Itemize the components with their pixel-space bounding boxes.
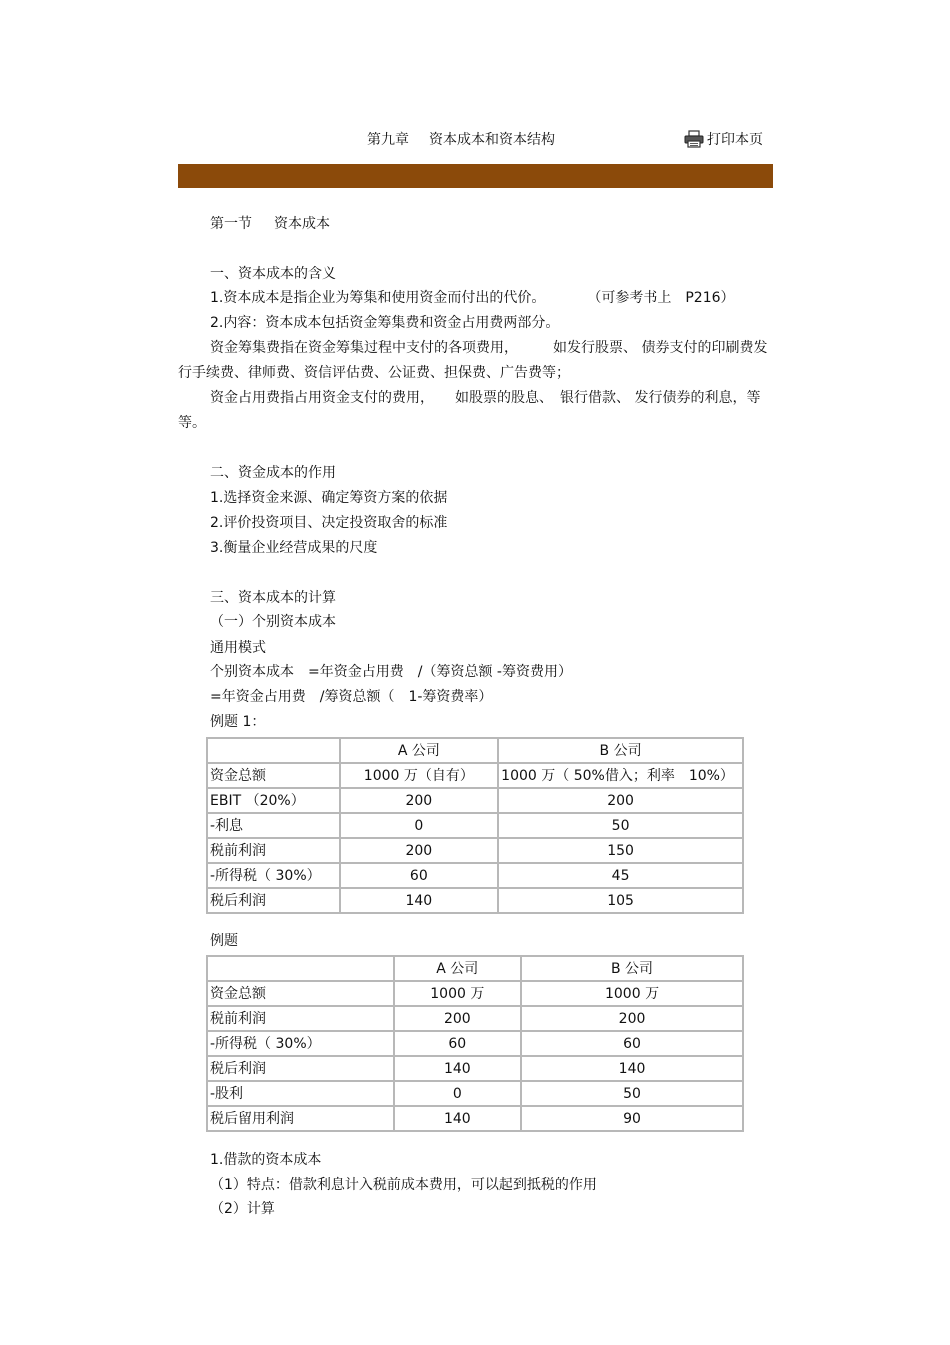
printer-icon [684,130,704,148]
example1-label: 例题 1： [210,714,266,730]
loan-feature: （1）特点：借款利息计入税前成本费用，可以起到抵税的作用 [210,1177,597,1193]
table-cell: 1000 万（ 50%借入；利率 10%） [498,763,743,788]
table-header-row [207,956,743,981]
table-cell: 0 [394,1081,522,1106]
table-cell: -所得税（ 30%） [207,1031,394,1056]
table-cell: -利息 [207,813,340,838]
part1-item1: 1.资本成本是指企业为筹集和使用资金而付出的代价。 （可参考书上 P216） [210,290,735,306]
table-cell: 45 [498,863,743,888]
print-label: 打印本页 [707,132,763,148]
section-title: 第一节 资本成本 [210,216,330,232]
table-cell: 1000 万（自有） [340,763,499,788]
table-cell: A 公司 [340,738,499,763]
table-row [207,838,743,863]
table-cell: 资金总额 [207,763,340,788]
part1-item2: 2.内容：资本成本包括资金筹集费和资金占用费两部分。 [210,315,560,331]
formula-2: =年资金占用费 /筹资总额（ 1-筹资费率） [210,689,493,705]
part2-item: 1.选择资金来源、确定筹资方案的依据 [210,490,448,506]
example2-table [206,955,744,1132]
part3-sub: （一）个别资本成本 [210,614,336,630]
table-cell: 140 [394,1056,522,1081]
table-cell: 50 [498,813,743,838]
table-cell: 140 [340,888,499,913]
table-cell: -所得税（ 30%） [207,863,340,888]
table-cell: 140 [394,1106,522,1131]
table-cell: 税后利润 [207,1056,394,1081]
page-title [367,129,555,149]
table-cell: B 公司 [498,738,743,763]
table-cell: 60 [394,1031,522,1056]
table-cell [207,738,340,763]
part3-heading: 三、资本成本的计算 [210,590,336,606]
part1-heading: 一、资本成本的含义 [210,266,336,282]
table-cell: 140 [521,1056,743,1081]
table-row [207,981,743,1006]
table-row [207,1006,743,1031]
part3-mode: 通用模式 [210,640,266,656]
print-page-link[interactable] [684,129,763,149]
table-row [207,788,743,813]
table-cell: 200 [498,788,743,813]
table-cell: 税后留用利润 [207,1106,394,1131]
table-cell [207,956,394,981]
chapter-title: 资本成本和资本结构 [429,132,555,148]
table-row [207,888,743,913]
table-row [207,763,743,788]
part1-para1: 资金筹集费指在资金筹集过程中支付的各项费用， 如发行股票、 债券支付的印刷费发行手续费、律师费、资信评估费、公证费、担保费、广告费等； [178,340,768,381]
header-bar [178,164,773,188]
part2-item: 3.衡量企业经营成果的尺度 [210,540,378,556]
table-cell: 50 [521,1081,743,1106]
table-cell: B 公司 [521,956,743,981]
table-row [207,813,743,838]
table-cell: 105 [498,888,743,913]
table-cell: 90 [521,1106,743,1131]
example1-table [206,737,744,914]
table-cell: 200 [340,838,499,863]
table-cell: 税后利润 [207,888,340,913]
table-cell: 200 [521,1006,743,1031]
table-cell: 200 [340,788,499,813]
table-row [207,1106,743,1131]
table-cell: 0 [340,813,499,838]
table-row [207,1081,743,1106]
example2-label: 例题 [210,933,238,949]
table-row [207,1031,743,1056]
table-row [207,863,743,888]
chapter-label: 第九章 [367,132,409,148]
table-header-row [207,738,743,763]
part1-para2: 资金占用费指占用资金支付的费用， 如股票的股息、 银行借款、 发行债券的利息，等等。 [178,390,761,431]
table-cell: 1000 万 [521,981,743,1006]
table-cell: 税前利润 [207,838,340,863]
table-cell: 200 [394,1006,522,1031]
table-row [207,1056,743,1081]
table-cell: 150 [498,838,743,863]
table-cell: 60 [521,1031,743,1056]
formula-1: 个别资本成本 =年资金占用费 /（筹资总额 -筹资费用） [210,664,572,680]
table-cell: 税前利润 [207,1006,394,1031]
part2-heading: 二、资金成本的作用 [210,465,336,481]
table-cell: 1000 万 [394,981,522,1006]
loan-calc: （2）计算 [210,1201,275,1217]
part2-item: 2.评价投资项目、决定投资取舍的标准 [210,515,448,531]
table-cell: A 公司 [394,956,522,981]
table-cell: EBIT （20%） [207,788,340,813]
table-cell: 60 [340,863,499,888]
loan-heading: 1.借款的资本成本 [210,1152,322,1168]
table-cell: -股利 [207,1081,394,1106]
table-cell: 资金总额 [207,981,394,1006]
